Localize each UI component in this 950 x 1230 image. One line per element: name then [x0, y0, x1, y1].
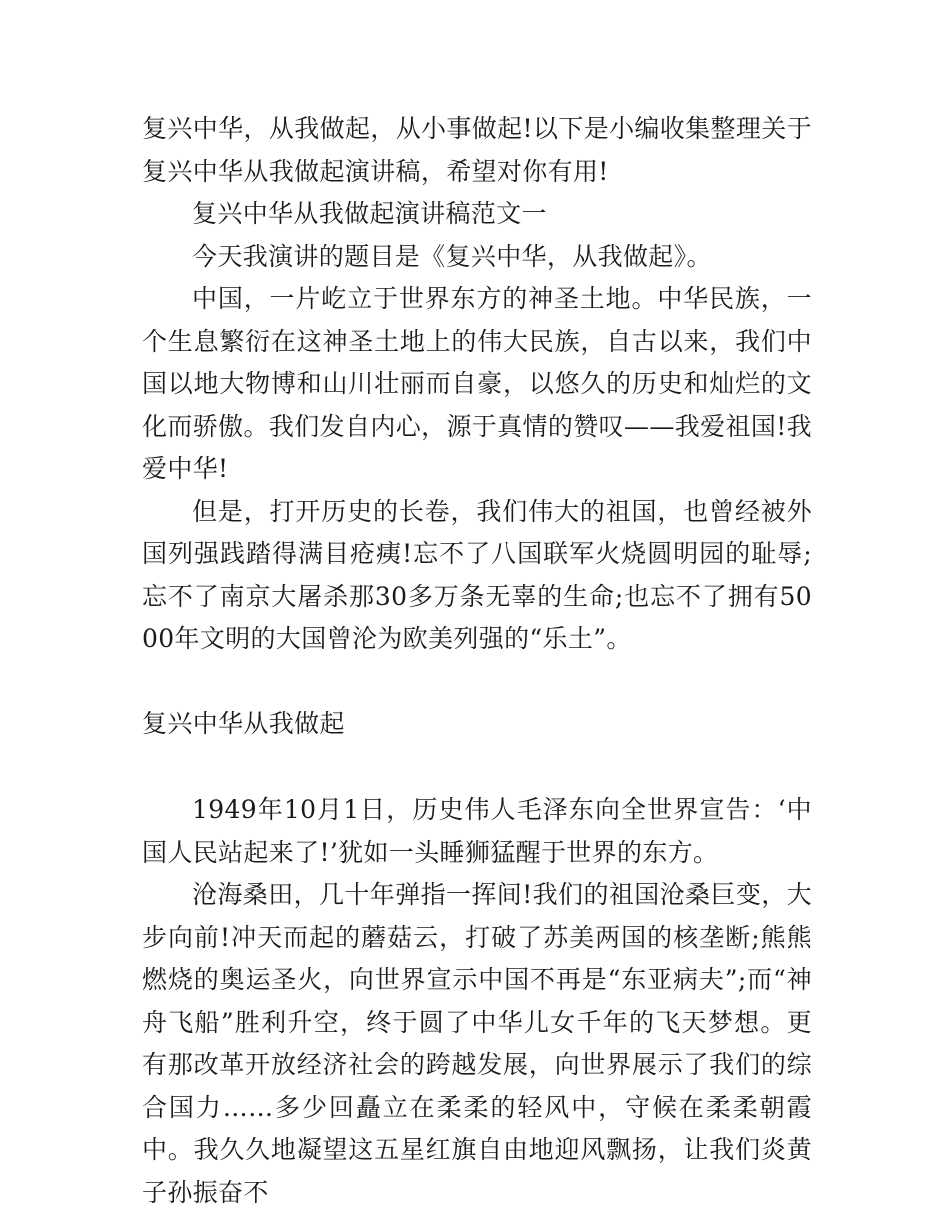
intro-paragraph: 复兴中华，从我做起，从小事做起!以下是小编收集整理关于复兴中华从我做起演讲稿，希望对你有用! — [142, 114, 812, 186]
paragraph-changes: 沧海桑田，几十年弹指一挥间!我们的祖国沧桑巨变，大步向前!冲天而起的蘑菇云，打破了苏美两国的核垄断;熊熊燃烧的奥运圣火，向世界宣示中国不再是“东亚病夫”;而“神舟飞船”胜利升空，终于圆了中华儿女千年的飞天梦想。更有那改革开放经济社会的跨越发展，向世界展示了我们的综合国力……多少回矗立在柔柔的轻风中，守候在柔柔朝霞中。我久久地凝望这五星红旗自由地迎风飘扬，让我们炎黄子孙振奋不 — [142, 880, 812, 1207]
paragraph-china-land: 中国，一片屹立于世界东方的神圣土地。中华民族，一个生息繁衍在这神圣土地上的伟大民族，自古以来，我们中国以地大物博和山川壮丽而自豪，以悠久的历史和灿烂的文化而骄傲。我们发自内心，源于真情的赞叹——我爱祖国!我爱中华! — [142, 284, 812, 483]
section-title: 复兴中华从我做起 — [142, 708, 345, 738]
speech-topic-paragraph: 今天我演讲的题目是《复兴中华，从我做起》。 — [192, 241, 712, 271]
sample-heading: 复兴中华从我做起演讲稿范文一 — [192, 199, 547, 228]
paragraph-1949: 1949年10月1日，历史伟人毛泽东向全世界宣告：‘中国人民站起来了!’犹如一头睡狮猛醒于世界的东方。 — [142, 795, 812, 867]
paragraph-history: 但是，打开历史的长卷，我们伟大的祖国，也曾经被外国列强践踏得满目疮痍!忘不了八国联军火烧圆明园的耻辱;忘不了南京大屠杀那30多万条无辜的生命;也忘不了拥有5000年文明的大国曾沦为欧美列强的“乐土”。 — [142, 496, 812, 653]
document-body — [142, 108, 812, 1214]
